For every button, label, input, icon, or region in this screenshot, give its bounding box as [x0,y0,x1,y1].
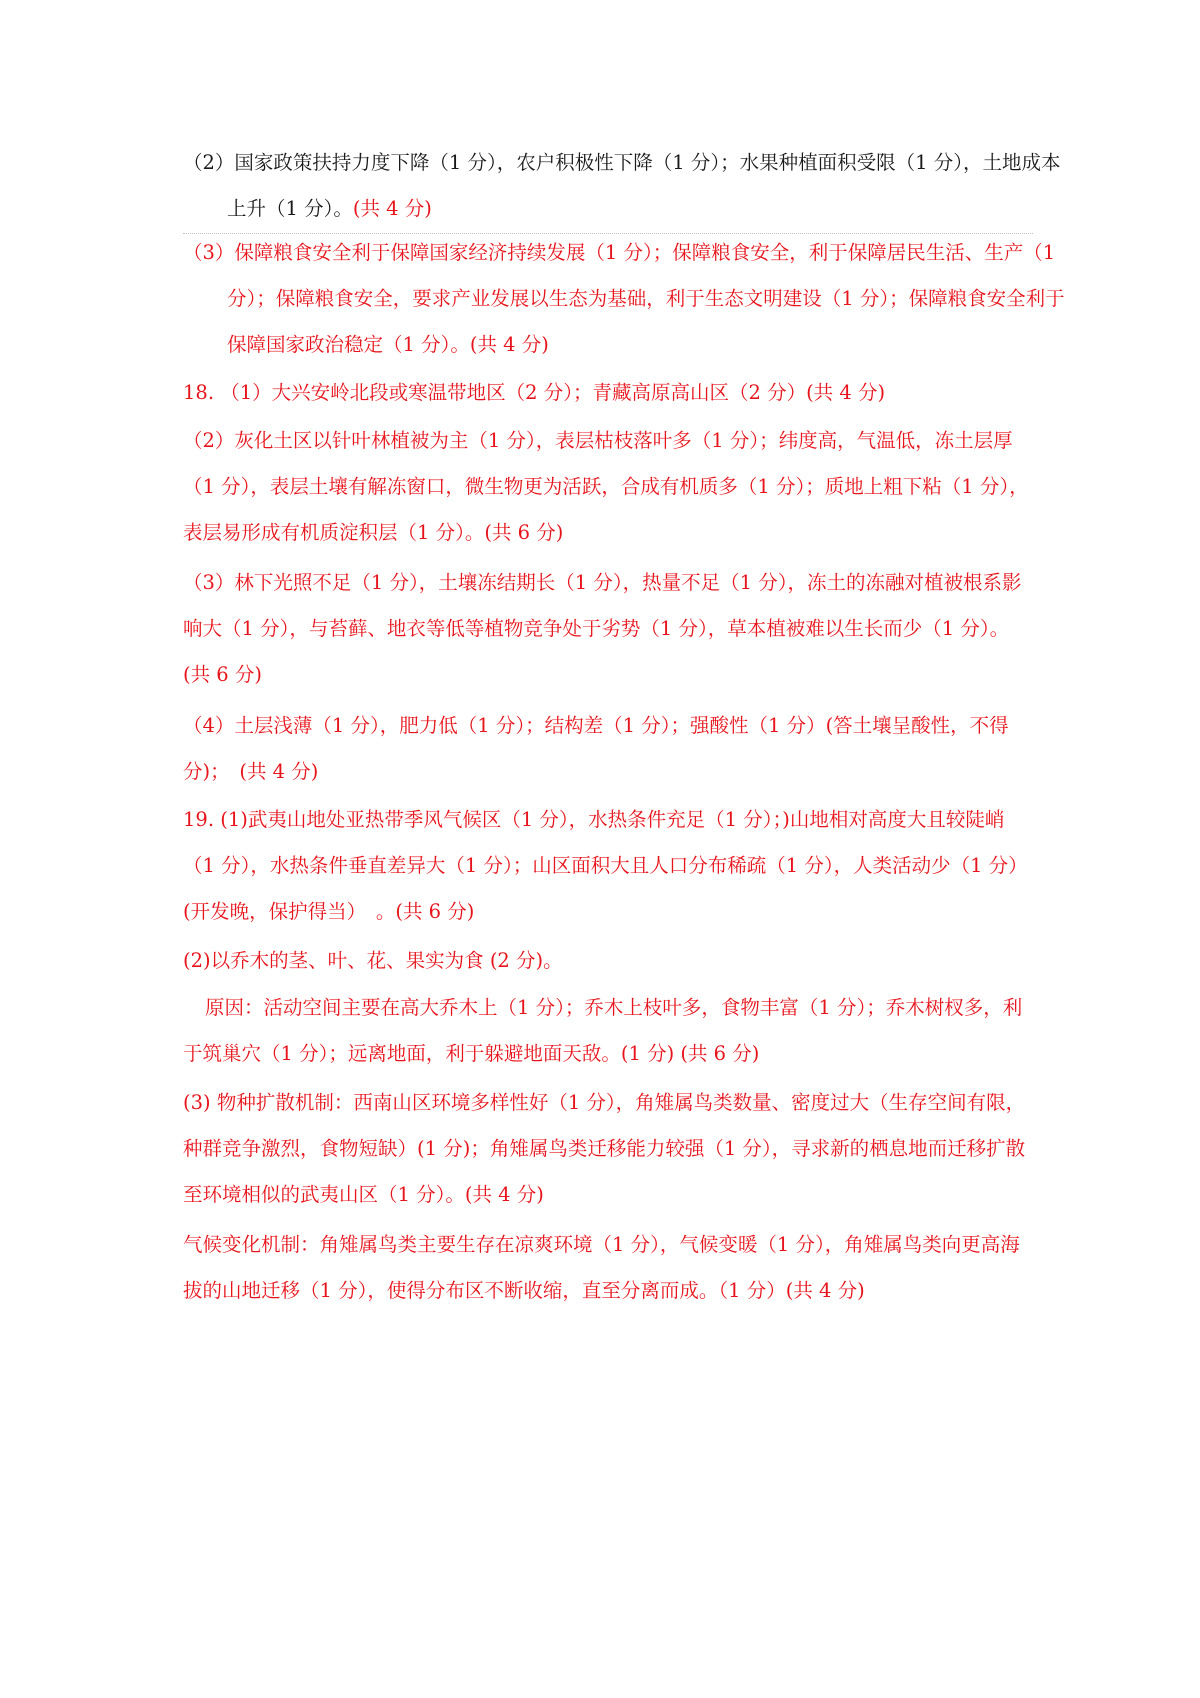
q18-part2: （2）灰化土区以针叶林植被为主（1 分），表层枯枝落叶多（1 分）；纬度高，气温低，冻土层厚（1 分），表层土壤有解冻窗口，微生物更为活跃，合成有机质多（1 分）；质地上粗下粘（1 分），表层易形成有机质淀积层（1 分）。(共 6 分) [183,429,1029,544]
q19-part1: 19. (1)武夷山地处亚热带季风气候区（1 分），水热条件充足（1 分）；)山地相对高度大且较陡峭（1 分），水热条件垂直差异大（1 分）；山区面积大且人口分布稀疏（1 分），人类活动少（1 分）(开发晚，保护得当） 。(共 6 分) [183,808,1028,923]
q17-part2-text: （2）国家政策扶持力度下降（1 分），农户积极性下降（1 分）；水果种植面积受限（1 分），土地成本上升（1 分）。 [183,151,1061,220]
q19-part4: 气候变化机制：角雉属鸟类主要生存在凉爽环境（1 分），气候变暖（1 分），角雉属鸟类向更高海拔的山地迁移（1 分），使得分布区不断收缩，直至分离而成。（1 分）(共 4 分) [183,1233,1020,1302]
q18-part1: 18. （1）大兴安岭北段或寒温带地区（2 分）；青藏高原高山区（2 分）(共 4 分) [183,381,886,404]
q17-part2-total: (共 4 分) [352,197,432,220]
q18-part3: （3）林下光照不足（1 分），土壤冻结期长（1 分），热量不足（1 分），冻土的冻融对植被根系影响大（1 分），与苔藓、地衣等低等植物竞争处于劣势（1 分），草本植被难以生长而少（1 分）。(共 6 分) [183,571,1022,686]
q19-part2-reason: 原因：活动空间主要在高大乔木上（1 分）；乔木上枝叶多，食物丰富（1 分）；乔木树杈多，利于筑巢穴（1 分）；远离地面，利于躲避地面天敌。(1 分) (共 6 分) [183,996,1023,1065]
q17-part3 [183,230,1077,368]
q17-part3-text: （3）保障粮食安全利于保障国家经济持续发展（1 分）；保障粮食安全，利于保障居民生活、生产（1 分）；保障粮食安全，要求产业发展以生态为基础，利于生态文明建设（1 分）；保障粮食安全利于保障国家政治稳定（1 分）。 [183,241,1065,356]
q17-part2 [183,140,1077,232]
q17-part3-total: (共 4 分) [469,333,549,356]
q18-part4: （4）土层浅薄（1 分），肥力低（1 分）；结构差（1 分）；强酸性（1 分）(答土壤呈酸性，不得分)； (共 4 分) [183,714,1009,783]
q19-part3: (3) 物种扩散机制：西南山区环境多样性好（1 分），角雉属鸟类数量、密度过大（生存空间有限，种群竞争激烈，食物短缺）(1 分)；角雉属鸟类迁移能力较强（1 分），寻求新的栖息地而迁移扩散至环境相似的武夷山区（1 分）。(共 4 分) [183,1091,1026,1206]
q19-part2: (2)以乔木的茎、叶、花、果实为食 (2 分)。 [183,949,563,972]
